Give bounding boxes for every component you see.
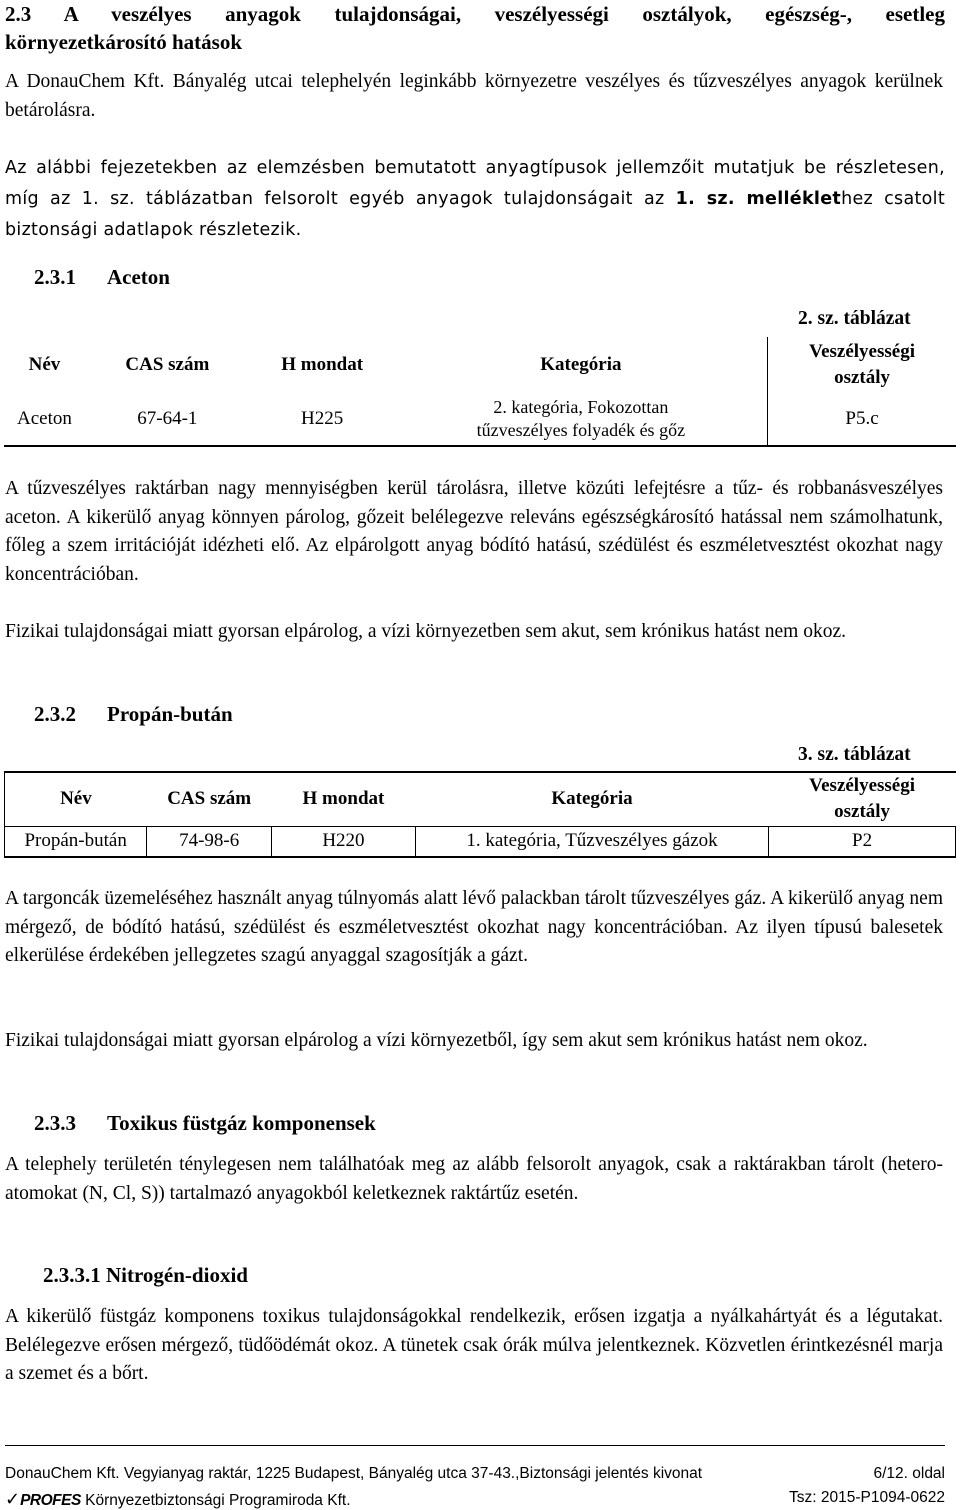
footer-page-number: 6/12. oldal (873, 1465, 945, 1482)
footer-company: DonauChem Kft. Vegyianyag raktár, 1225 Budapest, Bányalég utca 37-43.,Biztonsági jelentés kivonat (5, 1465, 703, 1482)
header-class (768, 337, 956, 392)
heading-propan-title: Propán-bután (107, 702, 233, 726)
heading-toxic-number: 2.3.3 (34, 1111, 76, 1135)
toxic-paragraph: A telephely területén ténylegesen nem találhatóak meg az alább felsorolt anyagok, csak a raktárakban tárolt (hetero-atomokat (N, Cl, S)) tartalmazó anyagokból keletkeznek raktártűz esetén. (5, 1154, 943, 1204)
footer-reference: Tsz: 2015-P1094-0622 (789, 1489, 945, 1506)
table-caption-3: 3. sz. táblázat (798, 744, 911, 765)
propan-table (4, 771, 956, 858)
heading-toxic (34, 1111, 376, 1136)
header-class-line2: osztály (834, 366, 891, 388)
table-header-row (4, 337, 956, 392)
section-title-line2: környezetkárosító hatások (5, 30, 243, 54)
cell-class: P2 (769, 826, 956, 857)
header-class (769, 772, 956, 826)
heading-aceton-title: Aceton (107, 265, 170, 289)
header-class-line1: Veszélyességi (809, 775, 916, 797)
heading-propan (34, 702, 233, 727)
footer-divider (5, 1445, 945, 1446)
cell-name: Aceton (17, 407, 72, 429)
heading-aceton-number: 2.3.1 (34, 265, 76, 289)
intro-paragraph: A DonauChem Kft. Bányalég utcai telephelyén leginkább környezetre veszélyes és tűzveszélyes anyagok kerülnek betárolásra. (5, 71, 943, 121)
note-annex-link: 1. sz. melléklet (675, 189, 842, 209)
heading-toxic-title: Toxikus füstgáz komponensek (107, 1111, 376, 1135)
footer-org: Környezetbiztonsági Programiroda Kft. (85, 1492, 351, 1509)
aceton-table (4, 337, 956, 447)
note-paragraph (5, 153, 945, 246)
heading-aceton (34, 265, 170, 290)
checkmark-icon: ✓ (5, 1489, 21, 1509)
header-name: Név (60, 788, 92, 810)
header-category: Kategória (551, 788, 633, 810)
cell-cas: 74-98-6 (147, 826, 272, 857)
cell-category-line2: tűzveszélyes folyadék és gőz (476, 419, 686, 440)
cell-category-line1: 2. kategória, Fokozottan (493, 396, 669, 417)
cell-cas: 67-64-1 (137, 407, 198, 429)
no2-paragraph: A kikerülő füstgáz komponens toxikus tulajdonságokkal rendelkezik, erősen izgatja a nyálkahártyát és a légutakat. Belélegezve erősen mérgező, tüdőödémát okoz. A tünetek csak órák múlva jelentkeznek. Közvetlen érintkezésnél marja a szemet és a bőrt. (5, 1306, 943, 1385)
header-category: Kategória (540, 353, 622, 375)
aceton-paragraph-1: A tűzveszélyes raktárban nagy mennyiségben kerül tárolásra, illetve közúti lefejtésre a tűz- és robbanásveszélyes aceton. A kikerülő anyag könnyen párolog, gőzeit belélegezve releváns egészségkárosító hatással nem számolhatunk, főleg a szem irritációját idézheti elő. Az elpárolgott anyag bódító hatású, szédülést és eszméletvesztést okozhat nagy koncentrációban. (5, 478, 943, 585)
note-text-b: hez csatolt biztonsági adatlapok részletezik. (5, 189, 945, 240)
table-row (5, 826, 956, 857)
section-title-line1: 2.3 A veszélyes anyagok tulajdonságai, veszélyességi osztályok, egészség-, esetleg (5, 2, 945, 26)
heading-propan-number: 2.3.2 (34, 702, 76, 726)
header-cas: CAS szám (125, 353, 210, 375)
header-h: H mondat (302, 788, 385, 810)
propan-paragraph-1: A targoncák üzemeléséhez használt anyag túlnyomás alatt lévő palackban tárolt tűzveszélyes gáz. A kikerülő anyag nem mérgező, de bódító hatású, szédülést és eszméletvesztést okozhat nagy koncentrációban. Az ilyen típusú balesetek elkerülése érdekében jellegzetes szagú anyaggal szagosítják a gázt. (5, 888, 943, 967)
table-caption-2: 2. sz. táblázat (798, 308, 911, 329)
footer-line-1 (5, 1465, 945, 1483)
header-class-line2: osztály (834, 801, 891, 823)
header-class-line1: Veszélyességi (809, 340, 915, 362)
cell-category: 1. kategória, Tűzveszélyes gázok (415, 826, 768, 857)
table-header-row (5, 772, 956, 826)
heading-no2: 2.3.3.1 Nitrogén-dioxid (43, 1263, 248, 1287)
cell-name: Propán-bután (5, 826, 147, 857)
cell-category (395, 392, 768, 446)
cell-class: P5.c (768, 392, 956, 446)
footer-line-2 (5, 1489, 945, 1510)
section-title (5, 0, 945, 56)
table-row (4, 392, 956, 446)
note-text-a: Az alábbi fejezetekben az elemzésben bemutatott anyagtípusok jellemzőit mutatjuk be részletesen, míg az 1. sz. táblázatban felsorolt egyéb anyagok tulajdonságait az (5, 158, 945, 209)
aceton-paragraph-2: Fizikai tulajdonságai miatt gyorsan elpárolog, a vízi környezetben sem akut, sem krónikus hatást nem okoz. (5, 621, 846, 642)
profes-logo: PROFES (20, 1492, 81, 1509)
header-h: H mondat (281, 353, 364, 375)
cell-h: H220 (272, 826, 416, 857)
propan-paragraph-2: Fizikai tulajdonságai miatt gyorsan elpárolog a vízi környezetből, így sem akut sem krónikus hatást nem okoz. (5, 1030, 868, 1051)
header-name: Név (28, 353, 61, 375)
cell-h: H225 (301, 407, 344, 429)
header-cas: CAS szám (167, 788, 252, 810)
